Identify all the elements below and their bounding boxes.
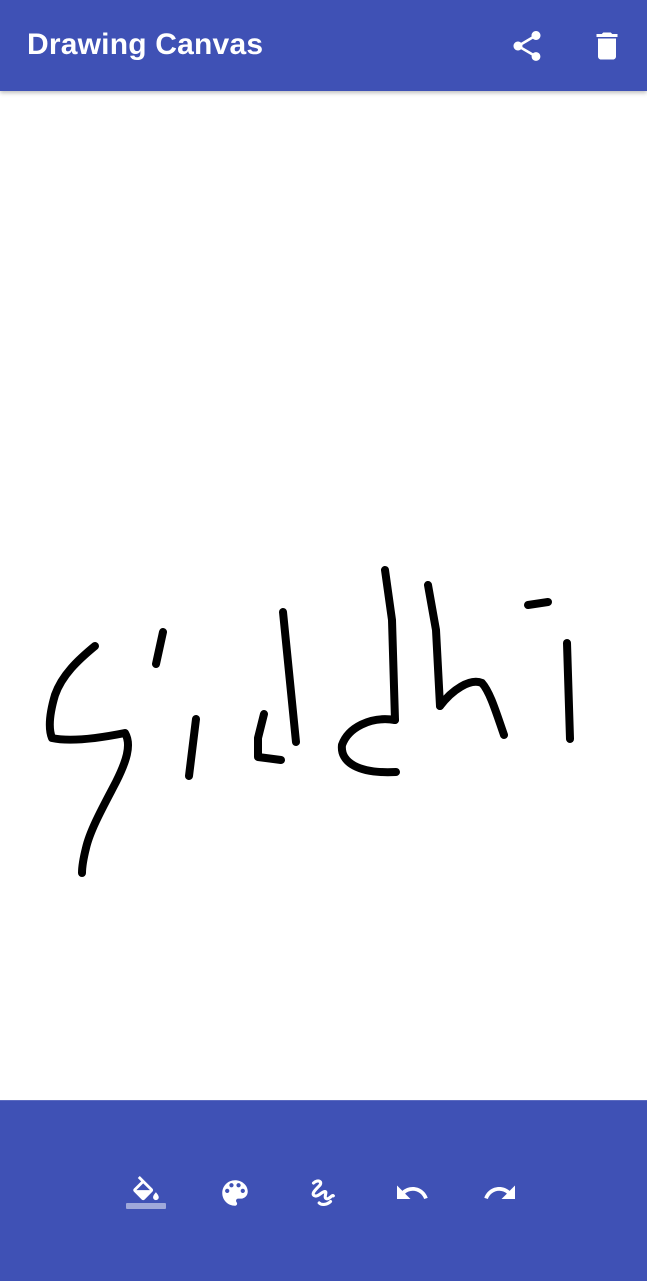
- bottom-toolbar: [0, 1100, 647, 1281]
- share-button[interactable]: [505, 24, 549, 68]
- brush-stroke-icon: [305, 1176, 339, 1210]
- app-title: Drawing Canvas: [27, 28, 264, 61]
- stroke-i1-stem: [189, 719, 196, 776]
- stroke-s: [50, 646, 128, 873]
- selected-tool-indicator: [126, 1203, 166, 1209]
- undo-button[interactable]: [388, 1169, 436, 1217]
- redo-button[interactable]: [476, 1169, 524, 1217]
- stroke-d2-bowl: [342, 719, 396, 772]
- share-icon: [509, 28, 545, 64]
- stroke-d1-bowl: [258, 714, 281, 760]
- stroke-d2-ascender: [385, 570, 395, 720]
- stroke-i2-stem: [567, 643, 570, 739]
- palette-icon: [218, 1176, 252, 1210]
- stroke-h-arch: [440, 682, 504, 735]
- brush-button[interactable]: [298, 1169, 346, 1217]
- undo-icon: [394, 1175, 430, 1211]
- stroke-d1-ascender: [283, 612, 296, 742]
- color-palette-button[interactable]: [211, 1169, 259, 1217]
- stroke-h-stem: [428, 585, 440, 706]
- delete-icon: [589, 28, 625, 64]
- fill-tool-button[interactable]: [122, 1169, 170, 1217]
- drawing-strokes: [0, 91, 647, 1100]
- app-bar: [0, 0, 647, 91]
- redo-icon: [482, 1175, 518, 1211]
- stroke-i2-dot: [528, 602, 548, 605]
- stroke-i1-dot: [156, 632, 163, 664]
- delete-button[interactable]: [585, 24, 629, 68]
- drawing-canvas[interactable]: [0, 91, 647, 1100]
